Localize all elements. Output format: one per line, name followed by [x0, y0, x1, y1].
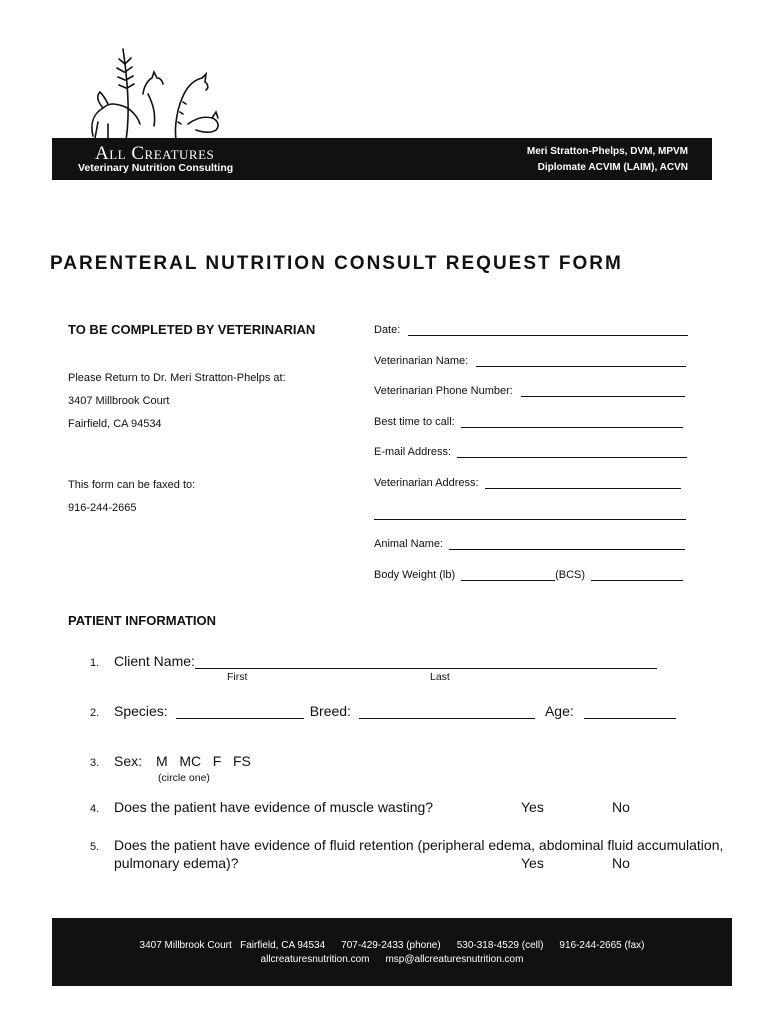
footer-address: 3407 Millbrook Court Fairfield, CA 94534 — [139, 940, 326, 951]
brand-name: All Creatures — [95, 143, 215, 164]
date-field — [374, 323, 688, 336]
fluid-retention-label-line2: pulmonary edema)? — [114, 855, 239, 871]
muscle-wasting-question — [90, 799, 433, 815]
sex-question — [90, 753, 142, 769]
vet-name-field — [374, 354, 686, 367]
client-name-input-line[interactable] — [195, 654, 657, 669]
fluid-retention-question — [90, 837, 723, 853]
breed-input-line[interactable] — [359, 704, 535, 719]
body-weight-field — [374, 568, 683, 581]
fluid-retention-yes[interactable]: Yes — [521, 855, 544, 871]
client-name-question — [90, 653, 657, 669]
bcs-input-line[interactable] — [591, 568, 683, 581]
species-label: Species: — [114, 703, 168, 719]
sex-label: Sex: — [114, 753, 143, 769]
all-creatures-logo-art — [78, 44, 228, 144]
animal-name-input-line[interactable] — [449, 537, 685, 550]
email-field — [374, 445, 687, 458]
vet-phone-input-line[interactable] — [521, 384, 685, 397]
address-line1: 3407 Millbrook Court — [68, 395, 170, 407]
q3-number: 3. — [90, 757, 100, 769]
address-line2: Fairfield, CA 94534 — [68, 418, 162, 430]
muscle-wasting-yes[interactable]: Yes — [521, 799, 544, 815]
age-label: Age: — [544, 703, 574, 719]
q2-number: 2. — [90, 707, 100, 719]
species-input-line[interactable] — [176, 704, 304, 719]
footer-cell: 530-318-4529 (cell) — [456, 940, 544, 951]
vet-section-heading: TO BE COMPLETED BY VETERINARIAN — [68, 322, 316, 337]
doctor-name: Meri Stratton-Phelps, DVM, MPVM — [526, 146, 688, 157]
vet-address-line2-input-line[interactable] — [374, 507, 686, 520]
return-label: Please Return to Dr. Meri Stratton-Phelps at: — [68, 372, 286, 384]
footer-website[interactable]: allcreaturesnutrition.com — [260, 954, 370, 965]
animal-name-field — [374, 537, 685, 550]
footer-web-line — [52, 954, 732, 965]
email-label: E-mail Address: — [374, 446, 452, 458]
best-time-label: Best time to call: — [374, 416, 455, 428]
client-last-label: Last — [430, 671, 450, 683]
client-name-label: Client Name: — [114, 653, 195, 669]
best-time-input-line[interactable] — [461, 415, 683, 428]
vet-name-input-line[interactable] — [476, 354, 686, 367]
muscle-wasting-label: Does the patient have evidence of muscle wasting? — [114, 799, 434, 815]
footer-contact-line — [52, 940, 732, 951]
fluid-retention-label-line1: Does the patient have evidence of fluid retention (peripheral edema, abdominal fluid accumulation, — [114, 837, 724, 853]
footer-band — [52, 918, 732, 986]
body-weight-label: Body Weight (lb) — [374, 569, 456, 581]
vet-address-input-line[interactable] — [485, 476, 681, 489]
email-input-line[interactable] — [457, 445, 687, 458]
vet-address-line2-field — [374, 507, 686, 520]
footer-email[interactable]: msp@allcreaturesnutrition.com — [385, 954, 524, 965]
date-label: Date: — [374, 324, 401, 336]
breed-label: Breed: — [309, 703, 351, 719]
circle-one-hint: (circle one) — [158, 772, 210, 784]
doctor-credentials: Diplomate ACVIM (LAIM), ACVN — [537, 162, 688, 173]
vet-address-field — [374, 476, 681, 489]
footer-fax: 916-244-2665 (fax) — [559, 940, 645, 951]
q1-number: 1. — [90, 657, 100, 669]
footer-phone: 707-429-2433 (phone) — [341, 940, 441, 951]
animal-name-label: Animal Name: — [374, 538, 444, 550]
date-input-line[interactable] — [408, 323, 688, 336]
q5-number: 5. — [90, 841, 100, 853]
fluid-retention-no[interactable]: No — [612, 855, 630, 871]
body-weight-input-line[interactable] — [461, 568, 555, 581]
client-first-label: First — [227, 671, 248, 683]
bcs-label: (BCS) — [555, 569, 586, 581]
sex-options[interactable]: M MC F FS — [156, 753, 251, 769]
vet-address-label: Veterinarian Address: — [374, 477, 479, 489]
brand-subtitle: Veterinary Nutrition Consulting — [78, 162, 234, 174]
fax-label: This form can be faxed to: — [68, 479, 196, 491]
q4-number: 4. — [90, 803, 100, 815]
species-breed-age-question — [90, 703, 676, 719]
fax-number: 916-244-2665 — [68, 502, 137, 514]
muscle-wasting-no[interactable]: No — [612, 799, 630, 815]
age-input-line[interactable] — [584, 704, 676, 719]
form-title: PARENTERAL NUTRITION CONSULT REQUEST FORM — [50, 253, 623, 274]
vet-phone-field — [374, 384, 685, 397]
best-time-field — [374, 415, 683, 428]
vet-phone-label: Veterinarian Phone Number: — [374, 385, 513, 397]
patient-section-heading: PATIENT INFORMATION — [68, 613, 217, 628]
vet-name-label: Veterinarian Name: — [374, 355, 469, 367]
